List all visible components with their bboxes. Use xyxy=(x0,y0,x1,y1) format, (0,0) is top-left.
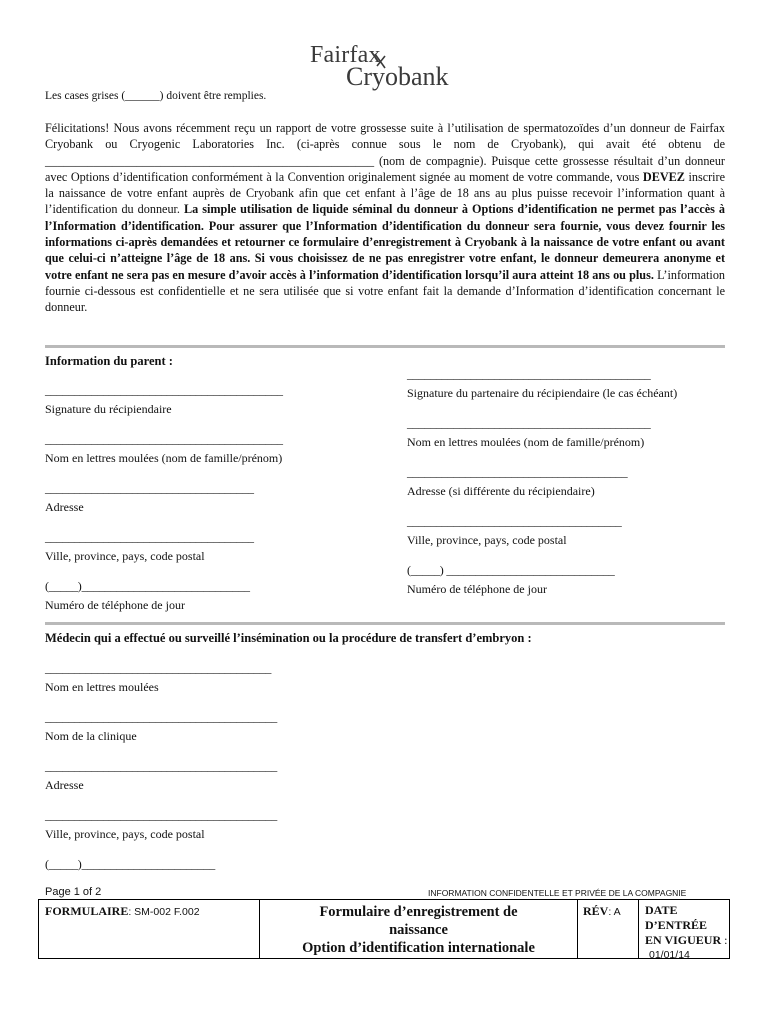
intro-paragraph xyxy=(45,120,725,316)
effective-date-label-1: DATE D’ENTRÉE xyxy=(645,903,708,932)
intro-bold-text: La simple utilisation de liquide séminal du donneur à Options d’identification ne permet pas l’accès à l’Information d’identification. Pour assurer que l’Information d’identification du donneur sera fournie, vous devez fournir les informations ci-après demandées et retourner ce formulaire d’enregistrement à Cryobank à la naissance de votre enfant ou avant que celui-ci n’atteigne l’âge de 18 ans. Si vous choisissez de ne pas enregistrer votre enfant, le donneur demeurera anonyme et votre enfant ne sera pas en mesure d’avoir accès à l’information d’identification lorsqu’il aura atteint 18 ans ou plus. xyxy=(45,202,726,282)
recipient-city-field[interactable]: ____________________________________ xyxy=(45,530,254,544)
partner-address-field[interactable]: ______________________________________ xyxy=(407,465,628,479)
parent-section-title: Information du parent : xyxy=(45,354,173,368)
recipient-name-field[interactable]: _________________________________________ xyxy=(45,432,283,446)
clinic-address-label: Adresse xyxy=(45,778,84,792)
partner-address-label: Adresse (si différente du récipiendaire) xyxy=(407,484,595,498)
effective-date-colon: : xyxy=(721,933,728,947)
form-footer-table xyxy=(38,899,730,959)
intro-text-1: Félicitations! Nous avons récemment reçu un rapport de votre grossesse suite à l’utilisation de spermatozoïdes d’un donneur de Fairfax Cryobank ou Cryogenic Laboratories Inc. (ci-après connue sous le nom de Cryobank), qui avait été obtenu de xyxy=(45,121,725,152)
form-title-cell xyxy=(260,900,578,958)
form-code: : SM-002 F.002 xyxy=(128,906,200,918)
effective-date-value: 01/01/14 xyxy=(649,949,690,961)
section-divider xyxy=(45,345,725,348)
clinic-name-label: Nom de la clinique xyxy=(45,729,137,743)
partner-phone-field[interactable]: (_____) _____________________________ xyxy=(407,563,615,577)
clinic-name-field[interactable]: ________________________________________ xyxy=(45,710,278,724)
section-divider xyxy=(45,622,725,625)
recipient-phone-field[interactable]: (_____)_____________________________ xyxy=(45,579,250,593)
recipient-signature-field[interactable]: _________________________________________ xyxy=(45,383,283,397)
devez-emphasis: DEVEZ xyxy=(642,169,685,184)
recipient-signature-label: Signature du récipiendaire xyxy=(45,402,172,416)
partner-signature-label: Signature du partenaire du récipiendaire (le cas échéant) xyxy=(407,386,678,400)
logo-mark-icon xyxy=(374,52,388,74)
confidential-notice: INFORMATION CONFIDENTELLE ET PRIVÉE DE LA COMPAGNIE xyxy=(428,888,687,898)
form-title-line-1: Formulaire d’enregistrement de xyxy=(319,904,518,920)
clinic-address-field[interactable]: ________________________________________ xyxy=(45,759,278,773)
recipient-city-label: Ville, province, pays, code postal xyxy=(45,549,205,563)
revision-cell xyxy=(578,900,639,958)
form-title-line-2: naissance xyxy=(389,922,448,938)
recipient-address-field[interactable]: ____________________________________ xyxy=(45,481,254,495)
partner-city-field[interactable]: _____________________________________ xyxy=(407,514,622,528)
partner-signature-field[interactable]: __________________________________________ xyxy=(407,367,651,381)
clinic-phone-field[interactable]: (_____)_______________________ xyxy=(45,857,215,871)
physician-section-title: Médecin qui a effectué ou surveillé l’insémination ou la procédure de transfert d’embryon : xyxy=(45,631,532,645)
recipient-address-label: Adresse xyxy=(45,500,84,514)
logo-line-1: Fairfax xyxy=(310,42,381,68)
logo-line-2: Cryobank xyxy=(346,62,449,91)
partner-name-label: Nom en lettres moulées (nom de famille/prénom) xyxy=(407,435,645,449)
company-name-blank[interactable]: ______________________________________________________ xyxy=(45,153,375,168)
revision-label: RÉV xyxy=(583,904,609,918)
fairfax-cryobank-logo xyxy=(308,42,463,94)
intro-text-4: L’information fournie ci-dessous est confidentielle et ne sera utilisée que si votre enfant fait la demande d’Information d’identification concernant le donneur. xyxy=(45,267,726,315)
partner-city-label: Ville, province, pays, code postal xyxy=(407,533,567,547)
intro-text-3: inscrire la naissance de votre enfant auprès de Cryobank afin que cet enfant à l’âge de 18 ans au plus puisse recevoir l’information quant à l’identification du donneur. xyxy=(45,169,726,217)
partner-name-field[interactable]: __________________________________________ xyxy=(407,416,651,430)
clinic-city-label: Ville, province, pays, code postal xyxy=(45,827,205,841)
clinic-city-field[interactable]: ________________________________________ xyxy=(45,808,278,822)
grey-box-hint: Les cases grises (______) doivent être remplies. xyxy=(45,90,267,102)
partner-phone-label: Numéro de téléphone de jour xyxy=(407,582,547,596)
physician-name-field[interactable]: _______________________________________ xyxy=(45,661,272,675)
recipient-phone-label: Numéro de téléphone de jour xyxy=(45,598,185,612)
form-title-line-3: Option d’identification internationale xyxy=(302,940,535,956)
form-label: FORMULAIRE xyxy=(45,904,129,918)
page-number: Page 1 of 2 xyxy=(45,886,102,898)
revision-value: : A xyxy=(608,906,621,918)
physician-name-label: Nom en lettres moulées xyxy=(45,680,159,694)
effective-date-cell xyxy=(639,900,731,961)
intro-text-2: (nom de compagnie). Puisque cette grossesse résultait d’un donneur avec Options d’identification conformément à la Convention originalement signée au moment de votre commande, vous xyxy=(45,153,725,184)
form-code-cell xyxy=(39,900,260,958)
effective-date-label-2: EN VIGUEUR xyxy=(645,933,722,947)
recipient-name-label: Nom en lettres moulées (nom de famille/prénom) xyxy=(45,451,283,465)
